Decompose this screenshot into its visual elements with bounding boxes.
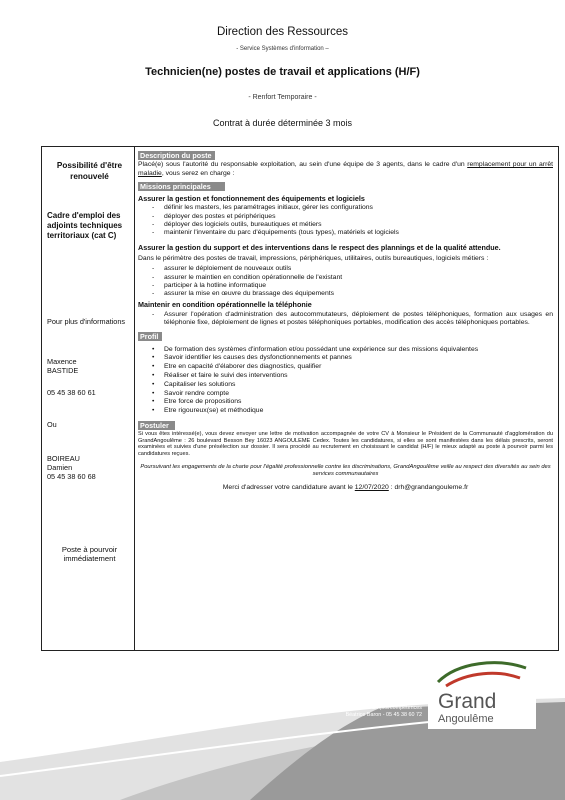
missions-section1-list [138, 204, 553, 237]
list-item: - définir les masters, les paramétrages initiaux, gérer les configurations [138, 204, 553, 212]
column-divider [134, 147, 135, 650]
list-item: - assurer le maintien en condition opérationnelle de l'existant [138, 274, 553, 282]
description-after: , vous serez en charge : [161, 169, 235, 177]
job-offer-frame [41, 146, 559, 651]
right-column [138, 149, 553, 494]
list-item: - maintenir l'inventaire du parc d'équipements (tous types), matériels et logiciels [138, 229, 553, 237]
list-item: • Capitaliser les solutions [138, 381, 553, 389]
deadline-date: 12/07/2020 [354, 484, 389, 491]
or-label: Ou [47, 420, 57, 429]
list-item: • De formation des systèmes d'information et/ou possédant une expérience sur des missions équivalentes [138, 346, 553, 354]
missions-section2-intro: Dans le périmètre des postes de travail, impressions, périphériques, utilitaires, outils bureautiques, logiciels métiers : [138, 254, 489, 262]
postuler-tag: Postuler [138, 421, 175, 430]
logo-word-angouleme: Angoulême [438, 713, 494, 725]
list-item: • Etre rigoureux(se) et méthodique [138, 407, 553, 415]
list-item: - participer à la hotline informatique [138, 282, 553, 290]
more-info-label: Pour plus d'informations [47, 317, 126, 326]
list-item: • Savoir identifier les causes des dysfonctionnements et pannes [138, 354, 553, 362]
header-service: - Service Systèmes d'information – [236, 46, 329, 52]
contact1-first-name: Maxence [47, 357, 77, 366]
list-item: • Réaliser et faire le suivi des interventions [138, 372, 553, 380]
list-item: - assurer la mise en œuvre du brassage des équipements [138, 290, 553, 298]
charte-text: Poursuivant les engagements de la charte pour l'égalité professionnelle contre les discriminations, GrandAngoulême veille au respect des diversités au sein des services communautaires [140, 464, 551, 477]
apply-deadline [138, 484, 553, 492]
contact2-phone: 05 45 38 60 68 [47, 472, 96, 481]
missions-section2-list [138, 265, 553, 298]
renewable-note: Possibilité d'être renouvelé [56, 161, 123, 181]
job-title: Technicien(ne) postes de travail et applications (H/F) [145, 66, 420, 78]
contact2-last-name: BOIREAU [47, 454, 80, 463]
header-direction: Direction des Ressources [216, 26, 349, 38]
logo-word-grand: Grand [438, 690, 497, 713]
list-item: - assurer le déploiement de nouveaux outils [138, 265, 553, 273]
footer-line3: Béatrice Baron - 05 45 38 60 72 [345, 712, 422, 718]
description-underlined: remplacement pour un arrêt maladie [138, 161, 553, 177]
missions-section1-title: Assurer la gestion et fonctionnement des équipements et logiciels [138, 194, 365, 204]
cadre-emploi: Cadre d'emploi des adjoints techniques territoriaux (cat C) [47, 211, 123, 241]
available-now: Poste à pourvoir immédiatement [61, 545, 118, 563]
footer-line1: Direction des Ressources Humaines [334, 698, 422, 704]
description-text [138, 161, 553, 178]
description-intro: Placé(e) sous l'autorité du responsable exploitation, au sein d'une équipe de 3 agents, dans le cadre d'un [138, 161, 468, 169]
footer-contact [276, 698, 422, 719]
deadline-before: Merci d'adresser votre candidature avant le [222, 484, 355, 491]
missions-section2-title: Assurer la gestion du support et des interventions dans le respect des plannings et de la qualité attendue. [138, 242, 501, 252]
footer-line2: Service Emploi/compétences [352, 705, 422, 711]
list-item: - déployer des postes et périphériques [138, 213, 553, 221]
deadline-email[interactable]: : drh@grandangouleme.fr [388, 484, 469, 491]
list-item: • Savoir rendre compte [138, 390, 553, 398]
description-tag: Description du poste [138, 151, 215, 160]
profil-list [138, 346, 553, 416]
missions-tag: Missions principales [138, 182, 225, 191]
contact1-last-name: BASTIDE [47, 366, 79, 375]
grand-angouleme-logo [428, 654, 536, 729]
contact1-phone: 05 45 38 60 61 [47, 388, 96, 397]
profil-tag: Profil [138, 332, 162, 341]
list-item: - déployer des logiciels outils, bureautiques et métiers [138, 221, 553, 229]
missions-section3-title: Maintenir en condition opérationnelle la téléphonie [138, 300, 312, 310]
missions-section3-list [138, 311, 553, 328]
postuler-text: Si vous êtes intéressé(e), vous devez envoyer une lettre de motivation accompagnée de votre CV à Monsieur le Président de la Communauté d'agglomération du GrandAngoulême : 26 boulevard Besson Bey 16023 ANGOULEME Cedex. Toutes les candidatures, si elles se sont manifestées dans les délais prescrits, seront examinées et suivies d'une présélection sur dossier. Il sera procédé au recrutement en choisissant le candidat (H/F) le mieux adapté au poste à pourvoir parmi les candidatures reçues. [138, 430, 553, 458]
list-item: • Etre force de propositions [138, 398, 553, 406]
contact2-first-name: Damien [47, 463, 73, 472]
header-contract: Contrat à durée déterminée 3 mois [212, 118, 353, 128]
list-item: • Etre en capacité d'élaborer des diagnostics, qualifier [138, 363, 553, 371]
list-item: - Assurer l'opération d'administration des autocommutateurs, déploiement de postes téléphoniques, formation aux usages en téléphonie fixe, déploiement de lignes et postes téléphoniques portables, modification des accès téléphoniques portables. [138, 311, 553, 328]
header-renfort: - Renfort Temporaire - [248, 94, 317, 101]
